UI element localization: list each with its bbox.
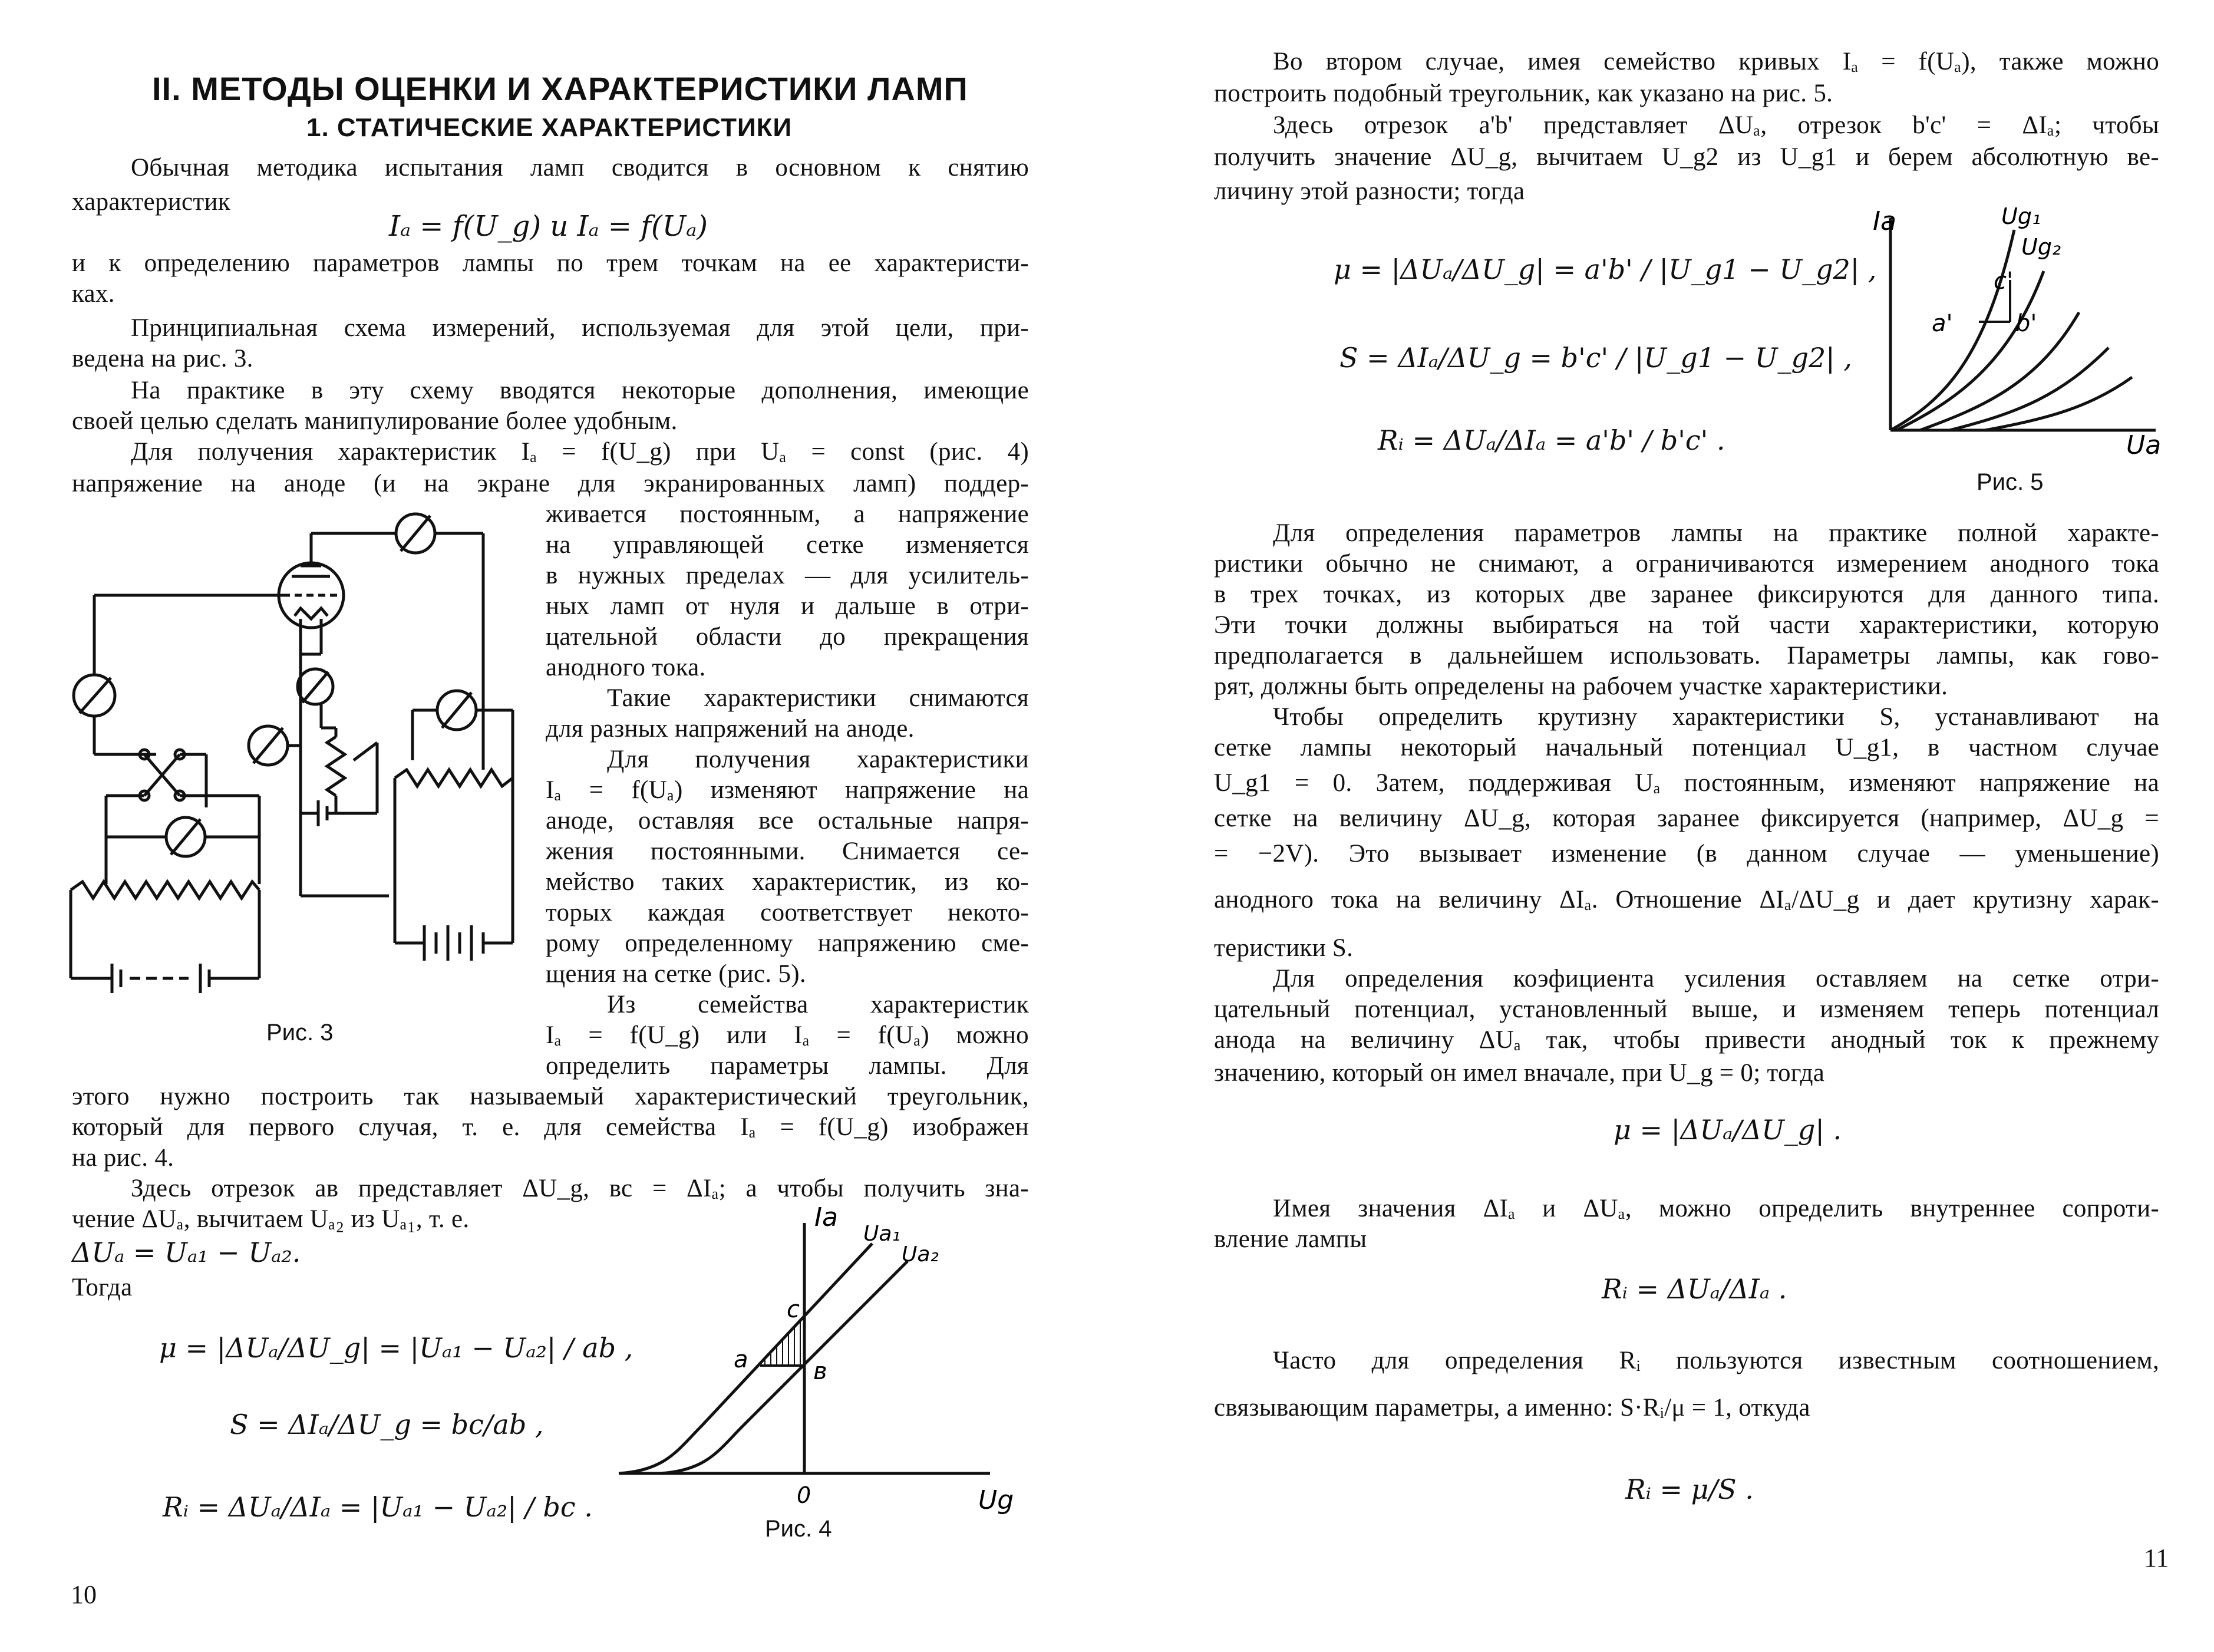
- paragraph-line: этого нужно построить так называемый характеристический треугольник,: [72, 1083, 1029, 1110]
- paragraph-line: сетке на величину ΔU_g, которая заранее фиксируется (например, ΔU_g =: [1214, 804, 2159, 832]
- fig5-anode-characteristics-chart: [1867, 206, 2173, 460]
- paragraph-line: Из семейства характеристик: [607, 991, 1029, 1018]
- paragraph-line: Iₐ = f(U_g) или Iₐ = f(Uₐ) можно: [546, 1021, 1029, 1049]
- fig4-point-b: в: [813, 1358, 827, 1385]
- paragraph-line: анодного тока на величину ΔIₐ. Отношение ΔIₐ/ΔU_g и дает крутизну харак-: [1214, 886, 2159, 914]
- paragraph-line: значению, который он имел вначале, при U_g = 0; тогда: [1214, 1059, 1825, 1087]
- paragraph-line: чение ΔUₐ, вычитаем Uₐ₂ из Uₐ₁, т. е.: [72, 1205, 470, 1233]
- paragraph-line: ных ламп от нуля и дальше в отри-: [546, 592, 1029, 620]
- fig5-x-label: Ua: [2126, 430, 2162, 460]
- formula-ri3: Rᵢ = μ/S .: [1625, 1473, 1754, 1505]
- fig4-x-label: Ug: [978, 1485, 1014, 1515]
- paragraph-line: анодного тока.: [546, 654, 706, 681]
- paragraph-line: построить подобный треугольник, как указано на рис. 5.: [1214, 80, 1833, 107]
- paragraph-line: Здесь отрезок a'b' представляет ΔUₐ, отрезок b'c' = ΔIₐ; чтобы: [1273, 111, 2159, 139]
- paragraph-line: мейство таких характеристик, из ко-: [546, 868, 1029, 896]
- paragraph-line: сетке лампы некоторый начальный потенциал U_g1, в частном случае: [1214, 734, 2159, 761]
- paragraph-line: аноде, оставляя все остальные напря-: [546, 807, 1029, 835]
- paragraph-line: Для получения характеристики: [607, 746, 1029, 773]
- formula-characteristics: Iₐ = f(U_g) и Iₐ = f(Uₐ): [389, 210, 708, 243]
- right-page: [1107, 0, 2214, 1652]
- fig4-caption: Рис. 4: [765, 1516, 832, 1542]
- paragraph-line: торых каждая соответствует некото-: [546, 899, 1029, 926]
- paragraph-line: Для получения характеристик Iₐ = f(U_g) при Uₐ = const (рис. 4): [131, 438, 1029, 466]
- fig4-point-a: a: [734, 1346, 748, 1373]
- paragraph-line: Чтобы определить крутизну характеристики S, устанавливают на: [1273, 703, 2159, 731]
- paragraph-line: На практике в эту схему вводятся некоторые дополнения, имеющие: [131, 377, 1029, 404]
- paragraph-line: и к определению параметров лампы по трем точкам на ее характеристи-: [72, 249, 1029, 277]
- fig5-curve2-label: Ug₂: [2021, 234, 2061, 260]
- paragraph-line: связывающим параметры, а именно: S·Rᵢ/μ = 1, откуда: [1214, 1394, 1810, 1422]
- paragraph-line: цательной области до прекращения: [546, 623, 1029, 651]
- paragraph-line: Iₐ = f(Uₐ) изменяют напряжение на: [546, 776, 1029, 804]
- paragraph-line: в трех точках, из которых две заранее фиксируются для данного типа.: [1214, 581, 2159, 608]
- paragraph-line: теристики S.: [1214, 934, 1354, 962]
- fig5-caption: Рис. 5: [1977, 469, 2044, 495]
- paragraph-line: ках.: [72, 280, 115, 308]
- fig5-point-a: a': [1932, 310, 1953, 337]
- page-number-left: 10: [71, 1580, 97, 1609]
- paragraph-line: жения постоянными. Снимается се-: [546, 837, 1029, 865]
- fig4-curve-ua2: [660, 1261, 908, 1473]
- paragraph-line: U_g1 = 0. Затем, поддерживая Uₐ постоянным, изменяют напряжение на: [1214, 769, 2159, 797]
- fig5-y-label: Ia: [1873, 206, 1896, 236]
- fig5-point-c: c': [1994, 268, 2013, 295]
- fig5-point-b: b': [2015, 310, 2037, 337]
- paragraph-line: характеристик: [72, 188, 230, 216]
- paragraph-line: на управляющей сетке изменяется: [546, 531, 1029, 559]
- fig5-curve1-label: Ug₁: [2001, 206, 2041, 229]
- formula-ri: Rᵢ = ΔUₐ/ΔIₐ = |Uₐ₁ − Uₐ₂| / bc .: [163, 1491, 593, 1523]
- paragraph-line: Здесь отрезок ав представляет ΔU_g, вс = ΔIₐ; а чтобы получить зна-: [131, 1175, 1029, 1202]
- formula-ri2: Rᵢ = ΔUₐ/ΔIₐ .: [1602, 1273, 1787, 1305]
- formula-mu: μ = |ΔUₐ/ΔU_g| = |Uₐ₁ − Uₐ₂| / ab ,: [159, 1332, 633, 1364]
- paragraph-line: рят, должны быть определены на рабочем участке характеристики.: [1214, 672, 1948, 700]
- fig4-curve1-label: Ua₁: [863, 1222, 900, 1246]
- paragraph-line: цательный потенциал, установленный выше, и изменяем теперь потенциал: [1214, 995, 2159, 1023]
- paragraph-line: Для определения коэфициента усиления оставляем на сетке отри-: [1273, 965, 2159, 992]
- paragraph-line: Тогда: [72, 1274, 133, 1301]
- paragraph-line: получить значение ΔU_g, вычитаем U_g2 из U_g1 и берем абсолютную ве-: [1214, 143, 2159, 171]
- paragraph-line: Имея значения ΔIₐ и ΔUₐ, можно определить внутреннее сопроти-: [1273, 1195, 2159, 1222]
- paragraph-line: Принципиальная схема измерений, используемая для этой цели, при-: [131, 314, 1029, 342]
- paragraph-line: для разных напряжений на аноде.: [546, 715, 915, 743]
- formula-mu-right: μ = |ΔUₐ/ΔU_g| = a'b' / |U_g1 − U_g2| ,: [1334, 253, 1877, 285]
- paragraph-line: Для определения параметров лампы на практике полной характе-: [1273, 519, 2159, 547]
- fig4-point-c: с: [787, 1296, 800, 1323]
- formula-s-right: S = ΔIₐ/ΔU_g = b'c' / |U_g1 − U_g2| ,: [1339, 342, 1852, 374]
- paragraph-line: который для первого случая, т. е. для семейства Iₐ = f(U_g) изображен: [72, 1113, 1029, 1141]
- paragraph-line: Такие характеристики снимаются: [607, 684, 1029, 712]
- paragraph-line: щения на сетке (рис. 5).: [546, 960, 806, 988]
- paragraph-line: определить параметры лампы. Для: [546, 1052, 1029, 1080]
- fig3-caption: Рис. 3: [266, 1020, 334, 1046]
- fig4-origin-label: 0: [797, 1482, 811, 1508]
- section-heading: 1. СТАТИЧЕСКИЕ ХАРАКТЕРИСТИКИ: [306, 113, 793, 142]
- paragraph-line: в нужных пределах — для усилитель-: [546, 562, 1029, 589]
- paragraph-line: напряжение на аноде (и на экране для экранированных ламп) поддер-: [72, 470, 1029, 497]
- paragraph-line: вление лампы: [1214, 1225, 1367, 1253]
- chapter-heading: II. МЕТОДЫ ОЦЕНКИ И ХАРАКТЕРИСТИКИ ЛАМП: [152, 70, 968, 107]
- page-number-right: 11: [2144, 1544, 2169, 1572]
- fig4-grid-characteristics-chart: [613, 1202, 1025, 1532]
- formula-delta-ua: ΔUₐ = Uₐ₁ − Uₐ₂.: [72, 1236, 301, 1268]
- formula-ri-right: Rᵢ = ΔUₐ/ΔIₐ = a'b' / b'c' .: [1378, 424, 1725, 456]
- paragraph-line: = −2V). Это вызывает изменение (в данном случае — уменьшение): [1214, 840, 2159, 868]
- paragraph-line: на рис. 4.: [72, 1144, 174, 1172]
- formula-s: S = ΔIₐ/ΔU_g = bc/ab ,: [230, 1409, 544, 1440]
- paragraph-line: рому определенному напряжению сме-: [546, 929, 1029, 957]
- fig4-curve2-label: Ua₂: [902, 1242, 939, 1267]
- paragraph-line: Обычная методика испытания ламп сводится в основном к снятию: [131, 154, 1029, 182]
- paragraph-line: анода на величину ΔUₐ так, чтобы привести анодный ток к прежнему: [1214, 1026, 2159, 1054]
- paragraph-line: Во втором случае, имея семейство кривых Iₐ = f(Uₐ), также можно: [1273, 48, 2159, 75]
- fig4-y-label: Ia: [814, 1202, 838, 1232]
- formula-mu2: μ = |ΔUₐ/ΔU_g| .: [1614, 1114, 1842, 1146]
- paragraph-line: ведена на рис. 3.: [72, 345, 253, 372]
- paragraph-line: Эти точки должны выбираться на той части характеристики, которую: [1214, 611, 2159, 639]
- paragraph-line: Часто для определения Rᵢ пользуются известным соотношением,: [1273, 1347, 2159, 1374]
- paragraph-line: личину этой разности; тогда: [1214, 177, 1525, 205]
- paragraph-line: живается постоянным, а напряжение: [546, 500, 1029, 528]
- fig3-circuit-diagram: [24, 507, 542, 1014]
- paragraph-line: предполагается в дальнейшем использовать. Параметры лампы, как гово-: [1214, 642, 2159, 670]
- paragraph-line: ристики обычно не снимают, а ограничиваются измерением анодного тока: [1214, 550, 2159, 578]
- paragraph-line: своей целью сделать манипулирование более удобным.: [72, 407, 678, 435]
